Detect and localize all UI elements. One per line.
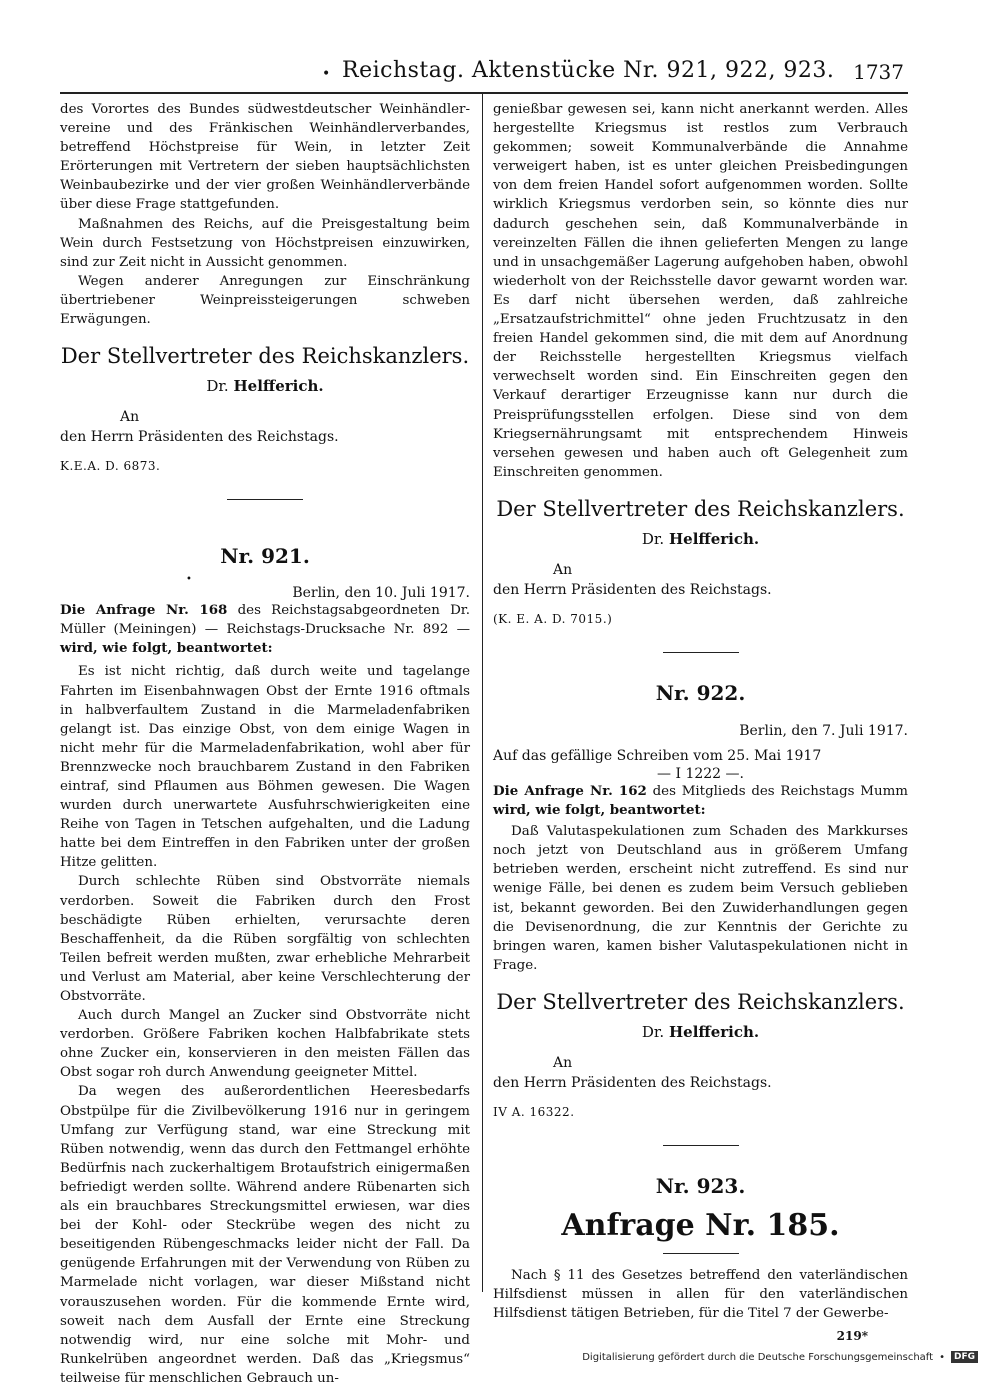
paragraph: genießbar gewesen sei, kann nicht anerkannt werden. Alles hergestellte Kriegsmus ist restlos zum Verbrauch gekommen; soweit Kommunalverbände die Annahme verweigert haben, ist es unter gleichen Preisbedingungen von dem freien Handel sofort aufgenommen worden. Sollte wirklich Kriegsmus verdorben sein, so könnte dies nur dadurch geschehen sein, daß Kommunalverbände in vereinzelten Fällen die ihnen gelieferten Mengen zu lange und in unsachgemäßer Lagerung aufgehoben haben, obwohl wiederholt von der Reichsstelle davor gewarnt worden war. Es darf nicht übersehen werden, daß zahlreiche „Ersatzaufstrichmittel“ ohne jeden Fruchtzusatz in den freien Handel gekommen sind, die mit dem auf Anordnung der Reichsstelle hergestellten Kriegsmus vielfach verwechselt worden sind. Ein Einschreiten gegen den Verkauf derartiger Erzeugnisse kann nur durch die Preisprüfungsstellen erfolgen. Diese sind von dem Kriegsernährungsamt mit entsprechendem Hinweis versehen gewesen und haben auch oft Gelegenheit zum Einschreiten genommen. [493, 102, 908, 480]
page-header [60, 52, 908, 94]
signature-name [493, 530, 908, 548]
footer-bullet: • [939, 1351, 945, 1363]
running-title: Reichstag. Aktenstücke Nr. 921, 922, 923. [342, 58, 835, 83]
inquiry-title: Anfrage Nr. 185. [561, 1207, 840, 1243]
signature-name [493, 1023, 908, 1041]
reference-number: K.E.A. D. 6873. [60, 459, 161, 474]
signature-surname: Helfferich. [668, 529, 760, 548]
paragraph: Durch schlechte Rüben sind Obstvorräte niemals verdorben. Soweit die Fabriken durch den Frost beschädigte Rüben erhielten, verursachte deren Beschaffenheit, da die Rüben sorgfältig von schlechten Teilen befreit werden mußten, zwar erhebliche Mehrarbeit und Verlust am Material, aber keine Verschlechterung der Obstvorräte. [60, 874, 470, 1004]
signature-dr: Dr. [641, 1022, 665, 1041]
paragraph: Daß Valutaspekulationen zum Schaden des Markkurses noch jetzt von Deutschland aus in größerem Umfang betrieben werden, erscheint nicht zutreffend. Es sind nur wenige Fälle, bei denen es zudem beim Versuch geblieben ist, bekannt geworden. Bei den Zuwiderhandlungen gegen die Devisenordnung, die zur Kenntnis der Gerichte zu bringen waren, kamen bisher Valutaspekulationen nicht in Frage. [493, 824, 908, 973]
address-an: An [553, 1054, 573, 1071]
signature-mark: 219* [836, 1329, 868, 1344]
footer [582, 1351, 978, 1363]
document-number: Nr. 923. [655, 1173, 746, 1198]
section-separator [663, 1145, 739, 1146]
signature-surname: Helfferich. [233, 377, 324, 396]
address-recipient: den Herrn Präsidenten des Reichstags. [493, 581, 772, 598]
signature-surname: Helfferich. [668, 1022, 760, 1041]
section-separator [663, 652, 739, 653]
inquiry-answer-label: wird, wie folgt, beantwortet: [493, 802, 706, 819]
left-column [60, 100, 470, 1388]
paragraph: Da wegen des außerordentlichen Heeresbedarfs Obstpülpe für die Zivilbevölkerung 1916 nur in geringem Umfang zur Verfügung stand, war eine Streckung mit Rüben notwendig, wenn das durch den Fettmangel erhöhte Bedürfnis nach zuckerhaltigem Brotaufstrich einigermaßen befriedigt werden sollte. Während andere Rübenarten sich als ein brauchbares Streckungsmittel erwiesen, war dies bei der Kohl- oder Steckrübe wegen des nicht zu beseitigenden Rübengeschmacks leider nicht der Fall. Da genügende Erfahrungen mit der Verwendung von Rüben zu Marmelade nicht vorlagen, war dieser Mißstand nicht vorauszusehen worden. Für die kommende Ernte wird, soweit nach dem Ausfall der Ernte eine Streckung notwendig wird, nur eine solche mit Mohr- und Runkelrüben angeordnet werden. Daß das „Kriegsmus“ teilweise für menschlichen Gebrauch un- [60, 1084, 470, 1386]
signature-dr: Dr. [641, 529, 665, 548]
signature-title: Der Stellvertreter des Reichskanzlers. [496, 989, 905, 1014]
inquiry-text: des Reichstagsabgeordneten Dr. Müller (Meiningen) — Reichstags-Drucksache Nr. 892 — [60, 603, 470, 638]
date-line: Berlin, den 7. Juli 1917. [739, 722, 908, 739]
inquiry-text: des Mitglieds des Reichstags Mumm [646, 783, 908, 799]
footer-text: Digitalisierung gefördert durch die Deutsche Forschungsgemeinschaft [582, 1351, 934, 1363]
column-divider [482, 94, 483, 1292]
reference-number: IV A. 16322. [493, 1104, 575, 1119]
address-recipient: den Herrn Präsidenten des Reichstags. [60, 429, 339, 446]
signature-name [60, 377, 470, 395]
signature-dr: Dr. [206, 377, 229, 396]
inquiry-answer-label: wird, wie folgt, beantwortet: [60, 640, 273, 657]
document-number: Nr. 922. [655, 680, 746, 705]
paragraph: Wegen anderer Anregungen zur Einschränkung übertriebener Weinpreissteigerungen schweben Erwägungen. [60, 273, 470, 328]
paragraph: Maßnahmen des Reichs, auf die Preisgestaltung beim Wein durch Festsetzung von Höchstpreisen einzuwirken, sind zur Zeit nicht in Aussicht genommen. [60, 216, 470, 270]
address-an: An [553, 561, 573, 578]
reference-number: (K. E. A. D. 7015.) [493, 611, 613, 626]
paragraph: Auch durch Mangel an Zucker sind Obstvorräte nicht verdorben. Größere Fabriken kochen Halbfabrikate stets ohne Zucker ein, konservieren in den meisten Fällen das Obst sogar roh durch Anwendung geeigneter Mittel. [60, 1008, 470, 1081]
dot-mark: • [186, 574, 192, 586]
header-bullet: • [322, 66, 331, 82]
inquiry-lead [60, 601, 470, 658]
paragraph: Es ist nicht richtig, daß durch weite und tagelange Fahrten im Eisenbahnwagen Obst der Ernte 1916 oftmals in halbverfaultem Zustand in die Marmeladenfabriken gelangt ist. Das einzige Obst, von dem einige Wagen in nicht mehr für die Marmeladenfabrikation, wohl aber für Brennzwecke noch brauchbarem Zustand in den Fabriken eintraf, sind Pflaumen aus Böhmen gewesen. Die Wagen wurden durch unerwartete Ausfuhrschwierigkeiten eine Reihe von Tagen in Tetschen aufgehalten, und die Ladung hatte bei dem Eintreffen in den Fabriken unter der großen Hitze gelitten. [60, 664, 470, 871]
paragraph: Nach § 11 des Gesetzes betreffend den vaterländischen Hilfsdienst müssen in allen für den vaterländischen Hilfsdienst tätigen Betrieben, für die Titel 7 der Gewerbe- [493, 1267, 908, 1322]
section-separator [663, 1253, 739, 1254]
section-separator [227, 499, 303, 500]
inquiry-label: Die Anfrage Nr. 162 [493, 782, 647, 799]
signature-title: Der Stellvertreter des Reichskanzlers. [60, 344, 470, 369]
address-an: An [120, 409, 140, 426]
dfg-logo: DFG [951, 1351, 978, 1363]
right-column [493, 100, 908, 1343]
date-line: Berlin, den 10. Juli 1917. [292, 585, 470, 602]
reference-line: Auf das gefällige Schreiben vom 25. Mai 1917 [493, 747, 822, 764]
page-number: 1737 [853, 60, 904, 84]
document-number: Nr. 921. [220, 544, 310, 569]
address-recipient: den Herrn Präsidenten des Reichstags. [493, 1074, 772, 1091]
reference-code: — I 1222 —. [657, 765, 744, 782]
paragraph: des Vorortes des Bundes südwestdeutscher Weinhändler-vereine und des Fränkischen Weinhändlerverbandes, betreffend Höchstpreise für Wein, in letzter Zeit Erörterungen mit Vertretern der sieben hauptsächlichsten Weinbaubezirke und der vier großen Weinhändlerverbände über diese Frage stattgefunden. [60, 102, 470, 213]
inquiry-label: Die Anfrage Nr. 168 [60, 602, 228, 619]
inquiry-lead [493, 782, 908, 820]
signature-title: Der Stellvertreter des Reichskanzlers. [496, 496, 905, 521]
